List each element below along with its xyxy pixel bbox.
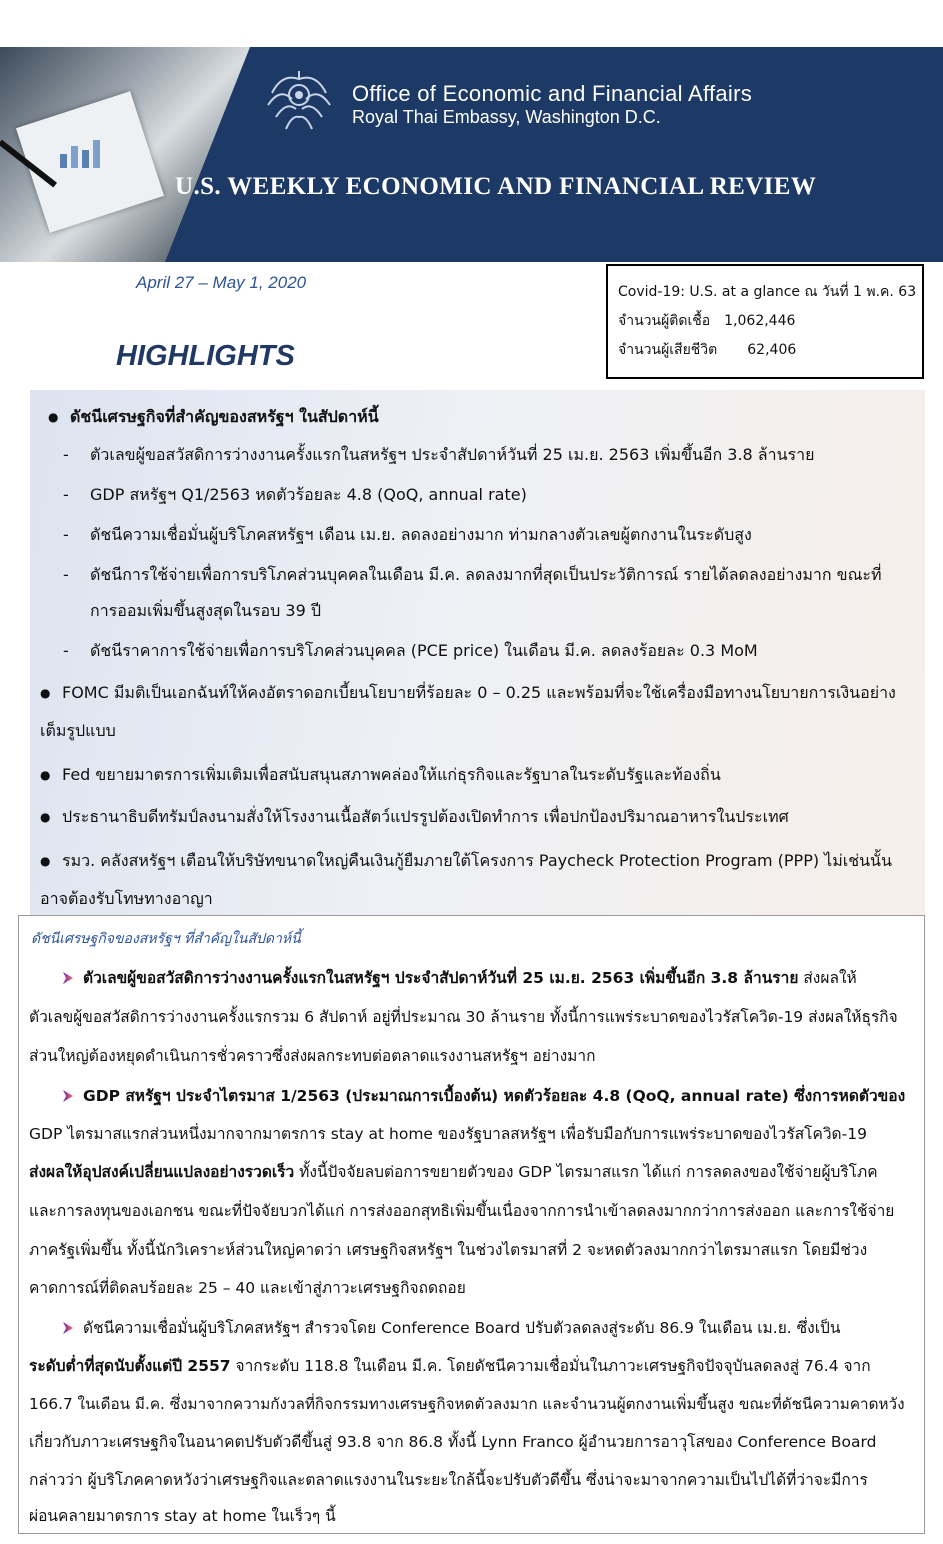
highlight-item-5-cont: อาจต้องรับโทษทางอาญา xyxy=(40,889,213,908)
arrow-bullet-icon xyxy=(63,972,73,984)
covid-deaths-row xyxy=(618,336,922,365)
detail-paragraph-3-line-6: ผ่อนคลายมาตรการ stay at home ในเร็วๆ นี้ xyxy=(29,1507,336,1525)
detail-paragraph-3-line-4: เกี่ยวกับภาวะเศรษฐกิจในอนาคตปรับตัวดีขึ้นสู่ 93.8 จาก 86.8 ทั้งนี้ Lynn Franco ผู้อำนวยการอาวุโสของ Conference Board xyxy=(29,1433,877,1451)
detail-paragraph-2-line-1 xyxy=(63,1078,905,1114)
detail-p3-bold: ดัชนีความเชื่อมั่นผู้บริโภคสหรัฐฯ สำรวจโดย Conference Board ปรับตัวลดลงสู่ระดับ 86.9 ในเดือน เม.ย. ซึ่งเป็น xyxy=(83,1319,841,1337)
date-range: April 27 – May 1, 2020 xyxy=(136,273,307,292)
detail-p2-l3-tail: ทั้งนี้ปัจจัยลบต่อการขยายตัวของ GDP ไตรมาสแรก ได้แก่ การลดลงของใช้จ่ายผู้บริโภค xyxy=(294,1163,878,1181)
detail-p2-bold: GDP สหรัฐฯ ประจำไตรมาส 1/2563 (ประมาณการเบื้องต้น) หดตัวร้อยละ 4.8 (QoQ, annual rate) ซึ่งการหดตัวของ xyxy=(83,1087,906,1105)
deaths-value: 62,406 xyxy=(747,342,797,358)
chart-illustration-icon xyxy=(55,132,115,172)
deaths-label: จำนวนผู้เสียชีวิต xyxy=(618,342,718,358)
highlight-subitem-5: - ดัชนีราคาการใช้จ่ายเพื่อการบริโภคส่วนบุคคล (PCE price) ในเดือน มี.ค. ลดลงร้อยละ 0.3 MoM xyxy=(90,632,758,670)
header-banner xyxy=(0,47,943,262)
office-subtitle: Royal Thai Embassy, Washington D.C. xyxy=(352,107,661,127)
highlight-subitem-2: - GDP สหรัฐฯ Q1/2563 หดตัวร้อยละ 4.8 (QoQ, annual rate) xyxy=(90,476,527,514)
detail-paragraph-3-line-3: 166.7 ในเดือน มี.ค. ซึ่งมาจากความกังวลที่กิจกรรมทางเศรษฐกิจหดตัวลงมาก และจำนวนผู้ตกงานเพิ่มขึ้นสูง ขณะที่ดัชนีความคาดหวัง xyxy=(29,1395,905,1413)
detail-paragraph-1-line-3: ส่วนใหญ่ต้องหยุดดำเนินการชั่วคราวซึ่งส่งผลกระทบต่อตลาดแรงงานสหรัฐฯ อย่างมาก xyxy=(29,1047,596,1065)
report-title: U.S. WEEKLY ECONOMIC AND FINANCIAL REVIEW xyxy=(175,173,817,200)
highlight-item-2: ● FOMC มีมติเป็นเอกฉันท์ให้คงอัตราดอกเบี้ยนโยบายที่ร้อยละ 0 – 0.25 และพร้อมที่จะใช้เครื่องมือทางนโยบายการเงินอย่าง xyxy=(62,674,896,712)
highlight-item-5: ● รมว. คลังสหรัฐฯ เตือนให้บริษัทขนาดใหญ่คืนเงินกู้ยืมภายใต้โครงการ Paycheck Protection Program (PPP) ไม่เช่นนั้น xyxy=(62,842,892,880)
detail-paragraph-2-line-2: GDP ไตรมาสแรกส่วนหนึ่งมากจากมาตรการ stay at home ของรัฐบาลสหรัฐฯ เพื่อรับมือกับการแพร่ระบาดของไวรัสโควิด-19 xyxy=(29,1125,867,1143)
cases-label: จำนวนผู้ติดเชื้อ xyxy=(618,313,711,329)
business-photo xyxy=(0,47,250,262)
detail-paragraph-3-line-1 xyxy=(63,1310,840,1346)
arrow-bullet-icon xyxy=(63,1090,73,1102)
highlight-subitem-1: - ตัวเลขผู้ขอสวัสดิการว่างงานครั้งแรกในสหรัฐฯ ประจำสัปดาห์วันที่ 25 เม.ย. 2563 เพิ่มขึ้นอีก 3.8 ล้านราย xyxy=(90,436,814,474)
detail-p3-l2-bold: ระดับต่ำที่สุดนับตั้งแต่ปี 2557 xyxy=(29,1357,231,1375)
detail-p1-tail: ส่งผลให้ xyxy=(798,969,857,987)
garuda-emblem-icon xyxy=(262,65,336,139)
detail-paragraph-2-line-5: ภาครัฐเพิ่มขึ้น ทั้งนี้นักวิเคราะห์ส่วนใหญ่คาดว่า เศรษฐกิจสหรัฐฯ ในช่วงไตรมาสที่ 2 จะหดตัวลงมากกว่าไตรมาสแรก โดยมีช่วง xyxy=(29,1241,868,1259)
office-name: Office of Economic and Financial Affairs xyxy=(352,81,753,106)
covid-summary-box xyxy=(606,264,924,379)
detail-paragraph-1-line-1 xyxy=(63,960,857,996)
highlights-panel xyxy=(30,390,925,915)
highlight-item-4: ● ประธานาธิบดีทรัมป์ลงนามสั่งให้โรงงานเนื้อสัตว์แปรรูปต้องเปิดทำการ เพื่อปกป้องปริมาณอาหารในประเทศ xyxy=(62,798,789,836)
detail-heading: ดัชนีเศรษฐกิจของสหรัฐฯ ที่สำคัญในสัปดาห์นี้ xyxy=(31,931,301,947)
detail-p1-bold: ตัวเลขผู้ขอสวัสดิการว่างงานครั้งแรกในสหรัฐฯ ประจำสัปดาห์วันที่ 25 เม.ย. 2563 เพิ่มขึ้นอีก 3.8 ล้านราย xyxy=(83,969,799,987)
covid-box-title: Covid-19: U.S. at a glance ณ วันที่ 1 พ.ค. 63 xyxy=(618,284,917,300)
detail-paragraph-3-line-5: กล่าวว่า ผู้บริโภคคาดหวังว่าเศรษฐกิจและตลาดแรงงานในระยะใกล้นี้จะปรับตัวดีขึ้น ซึ่งน่าจะมาจากความเป็นไปได้ที่ว่าจะมีการ xyxy=(29,1471,868,1489)
detail-paragraph-2-line-6: คาดการณ์ที่ติดลบร้อยละ 25 – 40 และเข้าสู่ภาวะเศรษฐกิจถดถอย xyxy=(29,1279,466,1297)
detail-section xyxy=(18,915,925,1534)
arrow-bullet-icon xyxy=(63,1322,73,1334)
highlight-subitem-3: - ดัชนีความเชื่อมั่นผู้บริโภคสหรัฐฯ เดือน เม.ย. ลดลงอย่างมาก ท่ามกลางตัวเลขผู้ตกงานในระดับสูง xyxy=(90,516,752,554)
detail-paragraph-2-line-4: และการลงทุนของเอกชน ขณะที่ปัจจัยบวกได้แก่ การส่งออกสุทธิเพิ่มขึ้นเนื่องจากการนำเข้าลดลงมากกว่าการส่งออก และการใช้จ่าย xyxy=(29,1202,895,1220)
highlight-subitem-4: - ดัชนีการใช้จ่ายเพื่อการบริโภคส่วนบุคคลในเดือน มี.ค. ลดลงมากที่สุดเป็นประวัติการณ์ รายได้ลดลงอย่างมาก ขณะที่ xyxy=(90,556,882,594)
highlight-item-1: ● ดัชนีเศรษฐกิจที่สำคัญของสหรัฐฯ ในสัปดาห์นี้ xyxy=(70,398,379,436)
highlight-subitem-4-cont: การออมเพิ่มขึ้นสูงสุดในรอบ 39 ปี xyxy=(90,601,321,620)
detail-p3-l2-tail: จากระดับ 118.8 ในเดือน มี.ค. โดยดัชนีความเชื่อมั่นในภาวะเศรษฐกิจปัจจุบันลดลงสู่ 76.4 จาก xyxy=(230,1357,871,1375)
detail-paragraph-3-line-2 xyxy=(29,1348,871,1384)
cases-value: 1,062,446 xyxy=(724,313,796,329)
detail-paragraph-1-line-2: ตัวเลขผู้ขอสวัสดิการว่างงานครั้งแรกรวม 6 สัปดาห์ อยู่ที่ประมาณ 30 ล้านราย ทั้งนี้การแพร่ระบาดของไวรัสโควิด-19 ส่งผลให้ธุรกิจ xyxy=(29,1008,898,1026)
highlights-heading: HIGHLIGHTS xyxy=(116,340,295,372)
detail-p2-l3-bold: ส่งผลให้อุปสงค์เปลี่ยนแปลงอย่างรวดเร็ว xyxy=(29,1163,295,1181)
highlight-item-3: ● Fed ขยายมาตรการเพิ่มเติมเพื่อสนับสนุนสภาพคล่องให้แก่ธุรกิจและรัฐบาลในระดับรัฐและท้องถิ่น xyxy=(62,756,721,794)
highlight-item-2-cont: เต็มรูปแบบ xyxy=(40,721,116,740)
covid-cases-row xyxy=(618,307,922,336)
detail-paragraph-2-line-3 xyxy=(29,1154,878,1190)
